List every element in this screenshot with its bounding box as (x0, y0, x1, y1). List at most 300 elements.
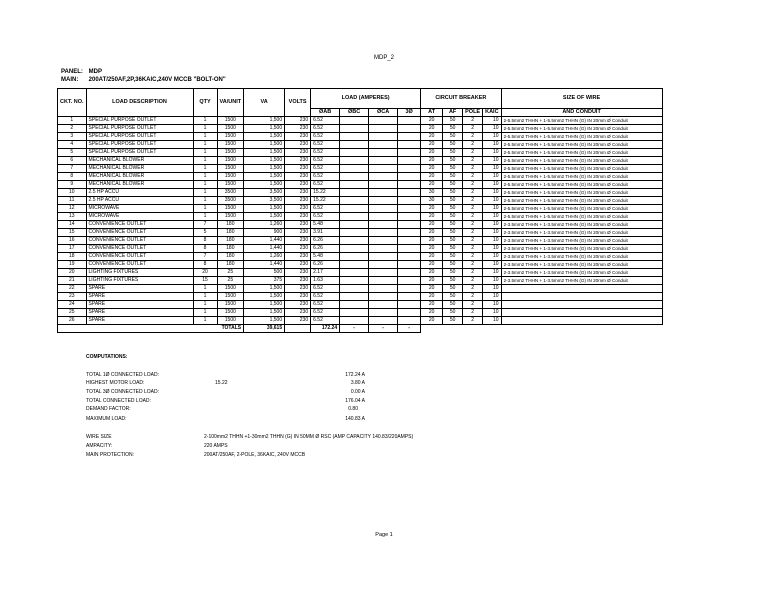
cell-wire (501, 293, 662, 301)
cell-va: 500 (244, 269, 285, 277)
demand-factor-label: DEMAND FACTOR: (86, 406, 131, 412)
cell-va-unit: 180 (217, 221, 244, 229)
panel-label: PANEL: (61, 69, 83, 75)
cell-ab: 6.52 (311, 181, 340, 189)
highest-motor-mid: 15.22 (215, 380, 228, 386)
cell-ca (369, 173, 398, 181)
totals-row (58, 325, 663, 333)
cell-af: 50 (443, 261, 463, 269)
cell-three (398, 141, 421, 149)
cell-bc (340, 237, 369, 245)
cell-va-unit: 3500 (217, 189, 244, 197)
cell-va: 3,500 (244, 189, 285, 197)
table-row (58, 141, 663, 149)
cell-ca (369, 229, 398, 237)
cell-ckt: 17 (58, 245, 87, 253)
cell-kaic: 10 (483, 197, 501, 205)
cell-wire (501, 309, 662, 317)
cell-kaic: 10 (483, 125, 501, 133)
cell-ca (369, 141, 398, 149)
cell-qty: 1 (193, 205, 217, 213)
cell-af: 50 (443, 237, 463, 245)
cell-bc (340, 133, 369, 141)
cell-ckt: 16 (58, 237, 87, 245)
cell-at: 20 (421, 213, 443, 221)
cell-qty: 1 (193, 141, 217, 149)
cell-va-unit: 1500 (217, 173, 244, 181)
cell-wire: 2-5.5mm2 THHN + 1-5.5mm2 THHN (G) IN 20mm Ø Conduit (501, 157, 662, 165)
cell-volts: 230 (285, 237, 311, 245)
cell-desc: 2.5 HP ACCU (86, 189, 193, 197)
cell-ab: 6.52 (311, 293, 340, 301)
cell-at: 20 (421, 261, 443, 269)
cell-pole: 2 (463, 285, 483, 293)
cell-desc: MECHANICAL BLOWER (86, 157, 193, 165)
cell-at: 30 (421, 197, 443, 205)
table-row (58, 197, 663, 205)
cell-va: 1,440 (244, 245, 285, 253)
ampacity-label: AMPACITY: (86, 443, 113, 449)
cell-bc (340, 293, 369, 301)
cell-pole: 2 (463, 141, 483, 149)
cell-bc (340, 205, 369, 213)
table-row (58, 205, 663, 213)
cell-kaic: 10 (483, 277, 501, 285)
cell-three (398, 309, 421, 317)
table-row (58, 301, 663, 309)
table-row (58, 125, 663, 133)
cell-at: 20 (421, 229, 443, 237)
table-row (58, 165, 663, 173)
table-body (58, 117, 663, 325)
cell-qty: 1 (193, 189, 217, 197)
cell-ab: 6.52 (311, 285, 340, 293)
cell-ca (369, 301, 398, 309)
cell-af: 50 (443, 181, 463, 189)
cell-at: 20 (421, 133, 443, 141)
cell-three (398, 301, 421, 309)
cell-af: 50 (443, 165, 463, 173)
cell-volts: 230 (285, 165, 311, 173)
cell-desc: SPECIAL PURPOSE OUTLET (86, 133, 193, 141)
cell-va-unit: 1500 (217, 157, 244, 165)
cell-ca (369, 157, 398, 165)
cell-ca (369, 149, 398, 157)
cell-wire: 2-5.5mm2 THHN + 1-5.5mm2 THHN (G) IN 20mm Ø Conduit (501, 125, 662, 133)
cell-kaic: 10 (483, 157, 501, 165)
cell-kaic: 10 (483, 285, 501, 293)
table-row (58, 133, 663, 141)
cell-va: 1,500 (244, 213, 285, 221)
cell-ckt: 5 (58, 149, 87, 157)
cell-wire: 2-5.5mm2 THHN + 1-5.5mm2 THHN (G) IN 20mm Ø Conduit (501, 133, 662, 141)
cell-bc (340, 221, 369, 229)
cell-at: 20 (421, 157, 443, 165)
cell-bc (340, 125, 369, 133)
cell-pole: 2 (463, 205, 483, 213)
cell-desc: 2.5 HP ACCU (86, 197, 193, 205)
cell-volts: 230 (285, 149, 311, 157)
cell-af: 50 (443, 157, 463, 165)
cell-bc (340, 173, 369, 181)
totals-volts (285, 325, 311, 333)
cell-va: 1,500 (244, 205, 285, 213)
cell-af: 50 (443, 285, 463, 293)
cell-ab: 15.22 (311, 197, 340, 205)
main-protection-label: MAIN PROTECTION: (86, 452, 135, 458)
cell-ca (369, 277, 398, 285)
cell-ca (369, 213, 398, 221)
cell-af: 50 (443, 317, 463, 325)
cell-va-unit: 1500 (217, 317, 244, 325)
main-row (61, 76, 226, 84)
cell-wire: 2-3.5mm2 THHN + 1-3.5mm2 THHN (G) IN 20mm Ø Conduit (501, 261, 662, 269)
cell-desc: CONVENIENCE OUTLET (86, 229, 193, 237)
table-row (58, 157, 663, 165)
cell-three (398, 261, 421, 269)
cell-va: 1,500 (244, 141, 285, 149)
cell-qty: 8 (193, 237, 217, 245)
cell-kaic: 10 (483, 261, 501, 269)
cell-qty: 15 (193, 277, 217, 285)
cell-qty: 1 (193, 301, 217, 309)
cell-ckt: 19 (58, 261, 87, 269)
cell-af: 50 (443, 197, 463, 205)
cell-pole: 2 (463, 293, 483, 301)
cell-ckt: 7 (58, 165, 87, 173)
cell-ab: 1.63 (311, 277, 340, 285)
cell-af: 50 (443, 221, 463, 229)
header-va: VA (244, 89, 285, 117)
cell-va: 1,260 (244, 253, 285, 261)
header-pole: POLE (463, 109, 483, 117)
cell-ab: 6.52 (311, 165, 340, 173)
cell-af: 50 (443, 213, 463, 221)
cell-at: 20 (421, 165, 443, 173)
cell-volts: 230 (285, 229, 311, 237)
cell-wire: 2-3.5mm2 THHN + 1-3.5mm2 THHN (G) IN 20mm Ø Conduit (501, 277, 662, 285)
cell-va: 1,440 (244, 261, 285, 269)
cell-va: 1,500 (244, 317, 285, 325)
cell-kaic: 10 (483, 133, 501, 141)
cell-pole: 2 (463, 269, 483, 277)
cell-desc: SPECIAL PURPOSE OUTLET (86, 141, 193, 149)
cell-ckt: 3 (58, 133, 87, 141)
cell-bc (340, 285, 369, 293)
cell-bc (340, 277, 369, 285)
cell-pole: 2 (463, 173, 483, 181)
cell-qty: 1 (193, 133, 217, 141)
cell-kaic: 10 (483, 181, 501, 189)
computations-title: COMPUTATIONS: (86, 354, 128, 360)
cell-va: 1,500 (244, 173, 285, 181)
cell-desc: CONVENIENCE OUTLET (86, 253, 193, 261)
wire-size-label: WIRE SIZE (86, 434, 112, 440)
table-row (58, 117, 663, 125)
cell-volts: 230 (285, 141, 311, 149)
cell-qty: 1 (193, 317, 217, 325)
cell-wire: 2-3.5mm2 THHN + 1-3.5mm2 THHN (G) IN 20mm Ø Conduit (501, 237, 662, 245)
cell-ab: 6.52 (311, 205, 340, 213)
cell-kaic: 10 (483, 213, 501, 221)
cell-ab: 6.26 (311, 261, 340, 269)
cell-wire: 2-3.5mm2 THHN + 1-3.5mm2 THHN (G) IN 20mm Ø Conduit (501, 221, 662, 229)
cell-ckt: 15 (58, 229, 87, 237)
cell-volts: 230 (285, 269, 311, 277)
cell-desc: SPECIAL PURPOSE OUTLET (86, 125, 193, 133)
cell-va: 1,260 (244, 221, 285, 229)
cell-pole: 2 (463, 229, 483, 237)
cell-af: 50 (443, 117, 463, 125)
cell-three (398, 149, 421, 157)
cell-qty: 7 (193, 253, 217, 261)
cell-ckt: 6 (58, 157, 87, 165)
cell-at: 20 (421, 117, 443, 125)
cell-va: 1,500 (244, 181, 285, 189)
cell-desc: SPARE (86, 309, 193, 317)
cell-ca (369, 317, 398, 325)
cell-kaic: 10 (483, 149, 501, 157)
cell-va-unit: 1500 (217, 141, 244, 149)
table-row (58, 293, 663, 301)
table-row (58, 213, 663, 221)
cell-three (398, 181, 421, 189)
cell-af: 50 (443, 253, 463, 261)
cell-af: 50 (443, 229, 463, 237)
cell-va-unit: 25 (217, 269, 244, 277)
cell-bc (340, 157, 369, 165)
cell-pole: 2 (463, 157, 483, 165)
cell-va: 1,500 (244, 165, 285, 173)
cell-pole: 2 (463, 277, 483, 285)
ampacity-value: 220 AMPS (204, 443, 228, 449)
cell-ab: 6.52 (311, 157, 340, 165)
cell-kaic: 10 (483, 173, 501, 181)
cell-ca (369, 221, 398, 229)
cell-bc (340, 261, 369, 269)
cell-ckt: 21 (58, 277, 87, 285)
cell-three (398, 197, 421, 205)
cell-three (398, 269, 421, 277)
cell-af: 50 (443, 133, 463, 141)
main-protection-value: 200AT/250AF, 2-POLE, 36KAIC, 240V MCCB (204, 452, 306, 458)
cell-volts: 230 (285, 261, 311, 269)
cell-va-unit: 1500 (217, 213, 244, 221)
cell-desc: MECHANICAL BLOWER (86, 173, 193, 181)
cell-va-unit: 180 (217, 229, 244, 237)
cell-ca (369, 205, 398, 213)
cell-qty: 1 (193, 309, 217, 317)
cell-wire: 2-5.5mm2 THHN + 1-5.5mm2 THHN (G) IN 20mm Ø Conduit (501, 189, 662, 197)
cell-va-unit: 180 (217, 237, 244, 245)
cell-wire (501, 285, 662, 293)
cell-va-unit: 180 (217, 245, 244, 253)
header-size-of-wire: SIZE OF WIRE (501, 89, 662, 109)
cell-three (398, 221, 421, 229)
cell-pole: 2 (463, 309, 483, 317)
cell-ckt: 14 (58, 221, 87, 229)
cell-at: 20 (421, 293, 443, 301)
cell-ckt: 2 (58, 125, 87, 133)
cell-ab: 6.52 (311, 173, 340, 181)
cell-wire: 2-3.5mm2 THHN + 1-3.5mm2 THHN (G) IN 20mm Ø Conduit (501, 269, 662, 277)
panel-row (61, 68, 226, 76)
cell-desc: MICROWAVE (86, 205, 193, 213)
cell-volts: 230 (285, 117, 311, 125)
cell-wire: 2-5.5mm2 THHN + 1-5.5mm2 THHN (G) IN 20mm Ø Conduit (501, 173, 662, 181)
table-row (58, 189, 663, 197)
cell-three (398, 245, 421, 253)
cell-volts: 230 (285, 221, 311, 229)
cell-va: 1,440 (244, 237, 285, 245)
cell-ab: 6.52 (311, 133, 340, 141)
totals-va: 39,615 (244, 325, 285, 333)
header-volts: VOLTS (285, 89, 311, 117)
cell-desc: SPARE (86, 293, 193, 301)
cell-pole: 2 (463, 133, 483, 141)
cell-va: 1,500 (244, 293, 285, 301)
cell-wire: 2-5.5mm2 THHN + 1-5.5mm2 THHN (G) IN 20mm Ø Conduit (501, 205, 662, 213)
cell-wire: 2-3.5mm2 THHN + 1-3.5mm2 THHN (G) IN 20mm Ø Conduit (501, 229, 662, 237)
cell-ckt: 8 (58, 173, 87, 181)
cell-kaic: 10 (483, 269, 501, 277)
cell-volts: 230 (285, 181, 311, 189)
cell-at: 20 (421, 285, 443, 293)
cell-kaic: 10 (483, 245, 501, 253)
cell-va-unit: 1500 (217, 149, 244, 157)
maximum-load-label: MAXIMUM LOAD: (86, 416, 127, 422)
wire-size-value: 2-100mm2 THHN +1-30mm2 THHN (G) IN 50MM Ø RSC (AMP CAPACITY 140.83/220AMPS) (204, 434, 414, 440)
cell-ab: 6.52 (311, 125, 340, 133)
cell-bc (340, 197, 369, 205)
total-3p-label: TOTAL 3Ø CONNECTED LOAD: (86, 389, 159, 395)
cell-bc (340, 269, 369, 277)
cell-at: 20 (421, 181, 443, 189)
main-label: MAIN: (61, 77, 79, 83)
cell-va: 1,500 (244, 133, 285, 141)
cell-af: 50 (443, 309, 463, 317)
cell-qty: 1 (193, 213, 217, 221)
cell-at: 20 (421, 301, 443, 309)
highest-motor-value: 3.80 A (350, 380, 365, 386)
cell-ab: 6.52 (311, 301, 340, 309)
cell-bc (340, 141, 369, 149)
cell-ca (369, 133, 398, 141)
cell-va: 1,500 (244, 149, 285, 157)
cell-va-unit: 1500 (217, 301, 244, 309)
cell-va-unit: 180 (217, 253, 244, 261)
cell-three (398, 237, 421, 245)
cell-volts: 230 (285, 213, 311, 221)
cell-desc: SPARE (86, 317, 193, 325)
cell-va-unit: 1500 (217, 293, 244, 301)
cell-bc (340, 229, 369, 237)
panel-info (61, 68, 226, 84)
cell-pole: 2 (463, 149, 483, 157)
cell-va: 900 (244, 229, 285, 237)
cell-wire: 2-3.5mm2 THHN + 1-3.5mm2 THHN (G) IN 20mm Ø Conduit (501, 253, 662, 261)
cell-kaic: 10 (483, 309, 501, 317)
cell-pole: 2 (463, 213, 483, 221)
header-ckt: CKT. NO. (58, 89, 87, 117)
cell-bc (340, 245, 369, 253)
cell-kaic: 10 (483, 253, 501, 261)
cell-ab: 6.52 (311, 141, 340, 149)
cell-ckt: 18 (58, 253, 87, 261)
cell-volts: 230 (285, 245, 311, 253)
header-phase-ca: ØCA (369, 109, 398, 117)
header-qty: QTY (193, 89, 217, 117)
header-row-1 (58, 89, 663, 109)
cell-va: 3,500 (244, 197, 285, 205)
cell-ab: 6.52 (311, 317, 340, 325)
cell-ab: 6.52 (311, 213, 340, 221)
cell-at: 20 (421, 237, 443, 245)
table-row (58, 229, 663, 237)
cell-ca (369, 293, 398, 301)
cell-ca (369, 189, 398, 197)
cell-va-unit: 1500 (217, 165, 244, 173)
table-row (58, 221, 663, 229)
total-1p-label: TOTAL 1Ø CONNECTED LOAD: (86, 372, 159, 378)
cell-af: 50 (443, 149, 463, 157)
cell-va-unit: 3500 (217, 197, 244, 205)
cell-af: 50 (443, 269, 463, 277)
cell-ca (369, 245, 398, 253)
table-row (58, 309, 663, 317)
cell-va: 1,500 (244, 285, 285, 293)
table-row (58, 149, 663, 157)
cell-three (398, 165, 421, 173)
header-kaic: KAIC (483, 109, 501, 117)
header-and-conduit: AND CONDUIT (501, 109, 662, 117)
cell-desc: SPARE (86, 285, 193, 293)
cell-qty: 1 (193, 165, 217, 173)
table-row (58, 269, 663, 277)
cell-qty: 20 (193, 269, 217, 277)
header-af: AF (443, 109, 463, 117)
cell-qty: 7 (193, 221, 217, 229)
cell-pole: 2 (463, 117, 483, 125)
cell-qty: 1 (193, 173, 217, 181)
cell-three (398, 133, 421, 141)
cell-desc: CONVENIENCE OUTLET (86, 245, 193, 253)
cell-volts: 230 (285, 253, 311, 261)
cell-bc (340, 189, 369, 197)
cell-at: 20 (421, 205, 443, 213)
cell-pole: 2 (463, 245, 483, 253)
cell-va-unit: 1500 (217, 125, 244, 133)
cell-ckt: 4 (58, 141, 87, 149)
cell-ab: 6.26 (311, 245, 340, 253)
cell-af: 50 (443, 301, 463, 309)
cell-af: 50 (443, 245, 463, 253)
cell-ckt: 13 (58, 213, 87, 221)
cell-af: 50 (443, 141, 463, 149)
cell-volts: 230 (285, 125, 311, 133)
totals-bc: - (340, 325, 369, 333)
cell-volts: 230 (285, 157, 311, 165)
cell-three (398, 229, 421, 237)
cell-at: 20 (421, 173, 443, 181)
cell-va-unit: 1500 (217, 205, 244, 213)
cell-va-unit: 1500 (217, 181, 244, 189)
cell-kaic: 10 (483, 293, 501, 301)
cell-af: 50 (443, 189, 463, 197)
cell-pole: 2 (463, 197, 483, 205)
cell-volts: 230 (285, 285, 311, 293)
totals-ca: - (369, 325, 398, 333)
